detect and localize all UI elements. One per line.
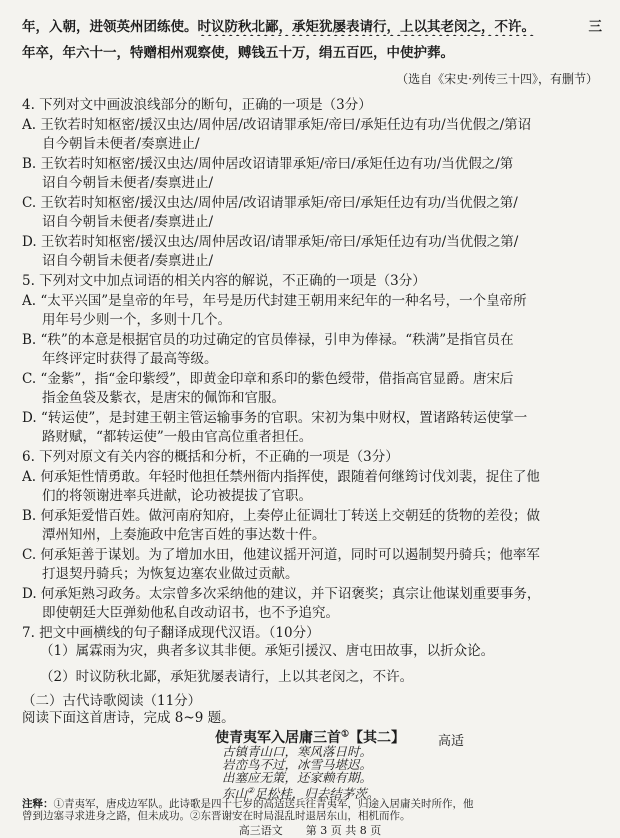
q5-option-b-1: B. “秩”的本意是根据官员的功过确定的官员俸禄，引申为俸禄。“秩满”是指官员在 <box>22 332 514 348</box>
note-1-text: ①青夷军，唐戍边军队。此诗歌是四十七岁的高适送兵往青夷军，归途入居庸关时所作，他 <box>53 798 474 810</box>
q5-option-b-2: 年终评定时获得了最高等级。 <box>42 351 218 367</box>
note-line-1 <box>22 798 602 810</box>
q7-sentence-2: （2）时议防秋北鄙，承矩犹屡表请行，上以其老闵之，不许。 <box>40 669 414 685</box>
q5-option-d-2: 路财赋，“都转运使”一般由官高位重者担任。 <box>42 429 313 445</box>
passage-text: 年，入朝，进领英州团练使。 <box>22 19 198 35</box>
q6-option-a-1: A. 何承矩性情勇敢。年轻时他担任禁州衙内指挥使，跟随着何继筠讨伐刘裴，捉住了他 <box>22 469 540 485</box>
q7-stem: 7. 把文中画横线的句子翻译成现代汉语。（10分） <box>22 625 320 641</box>
q5-option-d-1: D. “转运使”，是封建王朝主管运输事务的官职。宋初为集中财权，置诸路转运使掌一 <box>22 410 528 426</box>
poem-author: 高适 <box>438 734 465 749</box>
q5-option-a-2: 用年号少则一个，多则十几个。 <box>42 312 231 328</box>
q4-option-d-1: D. 王钦若时知枢密/援汉虫达/周仲居改诏/请罪承矩/帝曰/承矩任边有功/当优假之第/ <box>22 234 519 250</box>
q4-option-d-2: 诏自今朝旨未便者/奏禀进止/ <box>42 253 214 269</box>
section-heading: （二）古代诗歌阅读（11分） <box>22 693 202 709</box>
q6-stem: 6. 下列对原文有关内容的概括和分析，不正确的一项是（3分） <box>22 449 399 465</box>
passage-line-2: 年卒，年六十一，特赠相州观察使，赙钱五十万，绢五百匹，中使护葬。 <box>22 45 454 61</box>
q4-option-a-1: A. 王钦若时知枢密/援汉虫达/周仲居/改诏请罪承矩/帝曰/承矩任边有功/当优假之/第诏 <box>22 117 532 133</box>
poem-verses <box>222 745 379 800</box>
poem-notes <box>22 798 602 822</box>
poem-verse-4-c: 足松桂，归去结茅茨。 <box>254 786 380 802</box>
q6-option-c-1: C. 何承矩善于谋划。为了增加水田，他建议摇开河道，同时可以遏制契丹骑兵；他率军 <box>22 547 540 563</box>
passage-text-end: 三 <box>588 19 602 35</box>
poem-title-text: 使青夷军入居庸三首 <box>214 730 341 746</box>
q5-option-a-1: A. “太平兴国”是皇帝的年号，年号是历代封建王朝用来纪年的一种名号，一个皇帝所 <box>22 293 527 309</box>
q5-stem: 5. 下列对文中加点词语的相关内容的解说，不正确的一项是（3分） <box>22 273 426 289</box>
q4-option-b-2: 诏自今朝旨未便者/奏禀进止/ <box>42 175 214 191</box>
q6-option-b-2: 潭州知州，上奏施政中危害百姓的事达数十件。 <box>42 527 326 543</box>
footer-subject: 高三语文 <box>238 824 283 837</box>
q5-option-c-1: C. “金紫”，指“金印紫绶”，即黄金印章和系印的紫色绶带，借指高官显爵。唐宋后 <box>22 371 514 387</box>
poem-subtitle: 【其二】 <box>349 730 406 746</box>
q4-option-b-1: B. 王钦若时知枢密/援汉虫达/周仲居改诏请罪承矩/帝曰/承矩任边有功/当优假之/第 <box>22 156 514 172</box>
q6-option-d-2: 即使朝廷大臣弹劾他私自改动诏书，也不予追究。 <box>42 605 339 621</box>
underlined-sentence: 时议防秋北鄙，承矩犹屡表请行，上以其老闵之，不许。 <box>197 19 535 35</box>
section-intro: 阅读下面这首唐诗，完成 8~9 题。 <box>22 710 235 726</box>
q5-option-c-2: 指金鱼袋及紫衣，是唐宋的佩饰和官服。 <box>42 390 285 406</box>
source-citation: （选自《宋史·列传三十四》，有删节） <box>396 72 598 86</box>
q7-sentence-1: （1）属霖雨为灾，典者多议其非便。承矩引援汉、唐屯田故事，以折众论。 <box>40 643 495 659</box>
footer-page-number: 第 3 页 共 8 页 <box>305 824 382 837</box>
q6-option-c-2: 打退契丹骑兵；为恢复边塞农业做过贡献。 <box>42 566 299 582</box>
poem-verse-2: 岩峦鸟不过，冰雪马堪迟。 <box>222 757 373 772</box>
note-label: 注释： <box>22 798 54 810</box>
q6-option-d-1: D. 何承矩熟习政务。太宗曾多次采纳他的建议，并下诏褒奖；真宗让他谋划重要事务， <box>22 586 541 602</box>
poem-verse-4-a: 东山 <box>222 786 248 802</box>
q6-option-b-1: B. 何承矩爱惜百姓。做河南府知府，上奏停止征调壮丁转送上交朝廷的货物的差役；做 <box>22 508 541 524</box>
q4-option-c-1: C. 王钦若时知枢密/援汉虫达/周仲居/改诏请罪承矩/帝曰/承矩任边有功/当优假之第/ <box>22 195 518 211</box>
q4-stem: 4. 下列对文中画波浪线部分的断句，正确的一项是（3分） <box>22 97 372 113</box>
poem-verse-3: 出塞应无策，还家赖有期。 <box>222 770 373 785</box>
note-line-2: 曾到边塞寻求进身之路，但未成功。②东晋谢安在时局混乱时退居东山，相机而作。 <box>22 810 411 822</box>
poem-verse-1: 古镇青山口，寒风落日时。 <box>222 744 373 759</box>
q4-option-a-2: 自今朝旨未便者/奏禀进止/ <box>42 136 200 152</box>
q4-option-c-2: 诏自今朝旨未便者/奏禀进止/ <box>42 214 214 230</box>
q6-option-a-2: 们的将领谢进率兵进献，论功被提拔了官职。 <box>42 488 312 504</box>
poem-verse-4-marker: ② <box>247 786 255 795</box>
footnote-marker: ① <box>340 729 350 740</box>
